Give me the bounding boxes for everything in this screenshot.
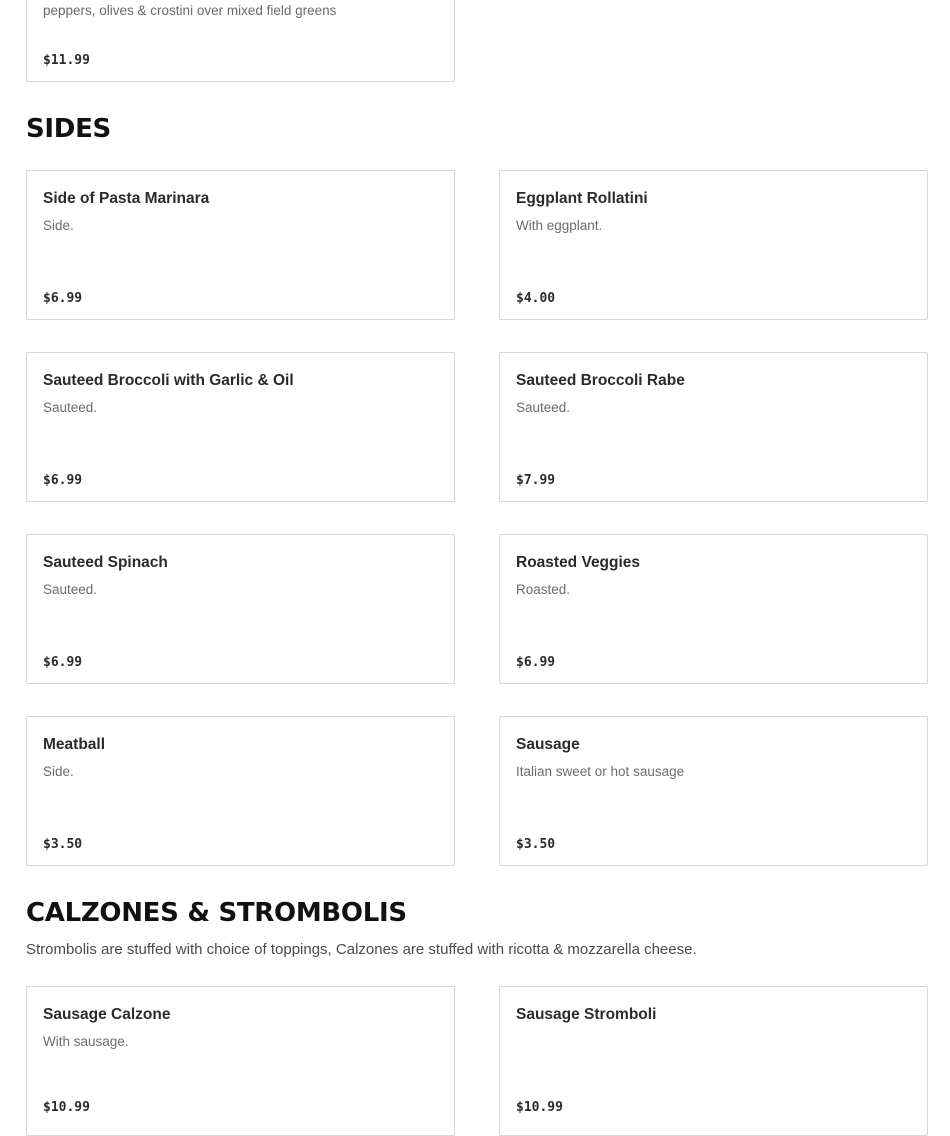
menu-item-card[interactable] [26, 986, 455, 1136]
menu-item-price: $6.99 [43, 473, 83, 488]
menu-item-description: Sauteed. [43, 400, 98, 415]
menu-item-description: With sausage. [43, 1034, 129, 1049]
menu-item-description: Side. [43, 218, 74, 233]
menu-item-card[interactable] [499, 170, 928, 320]
menu-item-name: Side of Pasta Marinara [43, 190, 210, 207]
menu-item-name: Sauteed Spinach [43, 554, 168, 571]
section-title-sides: SIDES [26, 114, 111, 144]
menu-item-name: Sauteed Broccoli Rabe [516, 372, 685, 389]
menu-item-card[interactable] [26, 170, 455, 320]
menu-item-name: Eggplant Rollatini [516, 190, 648, 207]
menu-item-price: $6.99 [516, 655, 556, 670]
menu-item-card[interactable] [26, 352, 455, 502]
menu-item-price: $10.99 [43, 1100, 90, 1115]
menu-item-card[interactable] [499, 534, 928, 684]
menu-item-card[interactable] [499, 986, 928, 1136]
menu-item-description: With eggplant. [516, 218, 603, 233]
menu-item-price: $11.99 [43, 53, 90, 68]
menu-item-description: Sauteed. [516, 400, 571, 415]
section-title-calzones-strombolis: CALZONES & STROMBOLIS [26, 898, 407, 928]
menu-item-description: Side. [43, 764, 74, 779]
menu-item-description: Italian sweet or hot sausage [516, 764, 685, 779]
menu-item-card[interactable] [26, 0, 455, 82]
menu-item-name: Sauteed Broccoli with Garlic & Oil [43, 372, 294, 389]
menu-item-description: Roasted. [516, 582, 571, 597]
menu-item-price: $4.00 [516, 291, 556, 306]
menu-item-price: $7.99 [516, 473, 556, 488]
menu-item-name: Sausage Calzone [43, 1006, 171, 1023]
menu-item-name: Roasted Veggies [516, 554, 641, 571]
menu-item-description: peppers, olives & crostini over mixed field greens [43, 3, 337, 18]
menu-item-price: $10.99 [516, 1100, 563, 1115]
menu-item-price: $3.50 [516, 837, 556, 852]
menu-item-card[interactable] [499, 716, 928, 866]
menu-item-name: Sausage Stromboli [516, 1006, 657, 1023]
menu-item-price: $6.99 [43, 291, 83, 306]
menu-item-name: Meatball [43, 736, 106, 753]
menu-item-description: Sauteed. [43, 582, 98, 597]
menu-item-name: Sausage [516, 736, 580, 753]
menu-item-card[interactable] [26, 716, 455, 866]
menu-item-price: $3.50 [43, 837, 83, 852]
menu-item-price: $6.99 [43, 655, 83, 670]
menu-item-card[interactable] [499, 352, 928, 502]
section-description: Strombolis are stuffed with choice of toppings, Calzones are stuffed with ricotta & mozzarella cheese. [26, 941, 697, 958]
menu-item-card[interactable] [26, 534, 455, 684]
